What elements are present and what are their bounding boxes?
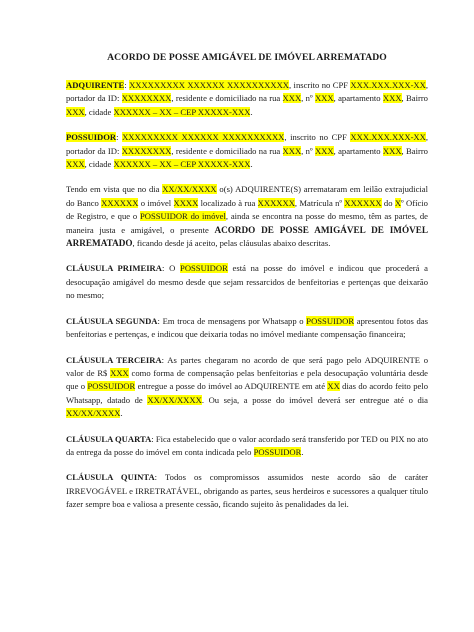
text-segment: , portador da ID: [66, 132, 429, 156]
text-segment: Tendo em vista que no dia [66, 184, 163, 195]
possuidor-imovel: POSSUIDOR do imóvel [140, 211, 226, 222]
text-segment: , apartamento [333, 93, 383, 104]
text-segment: , nº [301, 93, 315, 104]
text-segment: o imóvel [138, 197, 174, 208]
text-segment: dias do acordo feito pelo Whatsapp, datado de [66, 381, 428, 405]
text-segment: , inscrito no CPF [289, 80, 351, 90]
clause-terceira-label: CLÁUSULA TERCEIRA [66, 354, 162, 365]
possuidor-label: POSSUIDOR [66, 132, 117, 143]
clause-segunda-label: CLÁUSULA SEGUNDA [66, 315, 158, 326]
text-segment: º Ofício de Registro, e que o [66, 197, 428, 222]
document-title: ACORDO DE POSSE AMIGÁVEL DE IMÓVEL ARREMATADO [107, 52, 387, 63]
clause-quinta-label: CLÁUSULA QUINTA [66, 472, 155, 483]
adquirente-bairro: XXX [66, 106, 85, 117]
text-segment: , ficando desde já aceito, pelas cláusulas abaixo descritas. [132, 238, 331, 249]
adquirente-paragraph [66, 79, 428, 119]
preamble-paragraph [66, 183, 428, 250]
adquirente-label: ADQUIRENTE [66, 80, 125, 90]
adquirente-cpf: XXX.XXX.XXX-XX [350, 80, 426, 90]
text-segment: : Em troca de mensagens por Whatsapp o [157, 315, 307, 326]
text-segment: está na posse do imóvel e indicou que procederá a desocupação amigável do mesmo desde que sejam ressarcidos de benfeitorias e pertenças que deixarão no mesmo; [66, 263, 428, 301]
text-segment: apresentou fotos das benfeitorias e pertenças, e indicou que deixaria todas no imóvel mediante compensação financeira; [66, 315, 428, 340]
clause-quinta [66, 471, 428, 511]
clause-quarta [66, 433, 428, 460]
imovel-rua: XXXXXX [257, 197, 295, 208]
clause-primeira-label: CLÁUSULA PRIMEIRA [66, 263, 162, 274]
adquirente-cidade: XXXXXX – XX – CEP XXXXX-XXX [113, 106, 251, 117]
text-segment: : Todos os compromissos assumidos neste acordo são de caráter IRREVOGÁVEL e IRRETRATÁVEL, obrigando as partes, seus herdeiros e sucessores a qualquer título fazer sempre boa e valiosa a presente cessão, ficando sujeito às penalidades da lei. [66, 472, 428, 510]
compensation-value: XXX [110, 367, 129, 378]
adquirente-id: XXXXXXXX [121, 93, 172, 104]
banco-name: XXXXXX [101, 197, 139, 208]
clause-terceira [66, 354, 428, 421]
text-segment: : O [161, 263, 181, 274]
adquirente-rua: XXX [282, 93, 302, 104]
text-segment: : [116, 132, 123, 143]
clause-primeira-possuidor: POSSUIDOR [180, 263, 228, 274]
text-segment: , inscrito no CPF [284, 132, 351, 143]
text-segment: , residente e domiciliado na rua [171, 93, 283, 104]
possuidor-id: XXXXXXXX [121, 145, 172, 156]
adquirente-name: XXXXXXXXX XXXXXX XXXXXXXXXX [129, 80, 290, 90]
text-segment: , Matrícula nº [294, 197, 345, 208]
agreement-name: ACORDO DE POSSE AMIGÁVEL DE IMÓVEL ARREMATADO [66, 224, 428, 249]
clause-quarta-label: CLÁUSULA QUARTA [66, 433, 152, 444]
text-segment: , Bairro [401, 145, 428, 156]
text-segment: como forma de compensação pelas benfeitorias e pela desocupação voluntária desde que o [66, 367, 428, 392]
arrematacao-date: XX/XX/XXXX [162, 184, 217, 195]
clause-segunda-possuidor: POSSUIDOR [306, 315, 355, 326]
possuidor-cpf: XXX.XXX.XXX-XX [350, 132, 426, 143]
possuidor-name: XXXXXXXXX XXXXXX XXXXXXXXXX [122, 132, 285, 143]
text-segment: , Bairro [401, 93, 428, 104]
adquirente-numero: XXX [314, 93, 334, 104]
text-segment: , apartamento [333, 145, 383, 156]
possuidor-paragraph [66, 131, 428, 171]
text-segment: , cidade [84, 159, 114, 170]
imovel-id: XXXX [173, 197, 199, 208]
days-count: XX [327, 381, 340, 392]
text-segment: : Fica estabelecido que o valor acordado será transferido por TED ou PIX no ato da entrega da posse do imóvel em conta indicada pelo [66, 433, 429, 457]
possuidor-numero: XXX [314, 145, 334, 156]
text-segment: . Ou seja, a posse do imóvel deverá ser entregue até o dia [201, 394, 428, 405]
delivery-date: XX/XX/XXXX [66, 408, 121, 419]
possuidor-bairro: XXX [66, 159, 85, 170]
text-segment: , ainda se encontra na posse do mesmo, têm as partes, de maneira justa e amigável, o presente [66, 211, 428, 235]
text-segment: . [120, 408, 123, 419]
possuidor-apartamento: XXX [382, 145, 402, 156]
text-segment: , portador da ID: [66, 80, 429, 104]
matricula-number: XXXXXX [344, 197, 382, 208]
text-segment: . [301, 446, 304, 457]
text-segment: , nº [301, 145, 315, 156]
possuidor-cidade: XXXXXX – XX – CEP XXXXX-XXX [113, 159, 251, 170]
clause-quarta-possuidor: POSSUIDOR [253, 446, 302, 457]
text-segment: : [124, 80, 130, 90]
possuidor-rua: XXX [282, 145, 302, 156]
clause-segunda [66, 315, 428, 342]
text-segment: , residente e domiciliado na rua [171, 145, 283, 156]
text-segment: , cidade [84, 106, 114, 117]
text-segment: . [250, 159, 253, 170]
text-segment: o(s) ADQUIRENTE(S) arremataram em leilão extrajudicial do Banco [66, 184, 428, 208]
text-segment: : As partes chegaram no acordo de que será pago pelo ADQUIRENTE o valor de R$ [66, 354, 428, 378]
text-segment: . [250, 106, 253, 117]
oficio-number: X [394, 197, 402, 208]
clause-primeira [66, 262, 428, 302]
clause-terceira-possuidor: POSSUIDOR [87, 381, 136, 392]
text-segment: localizado à rua [198, 197, 258, 208]
text-segment: entregue a posse do imóvel ao ADQUIRENTE em até [135, 381, 328, 392]
agreement-date: XX/XX/XXXX [147, 394, 202, 405]
text-segment: do [381, 197, 395, 208]
adquirente-apartamento: XXX [382, 93, 402, 104]
